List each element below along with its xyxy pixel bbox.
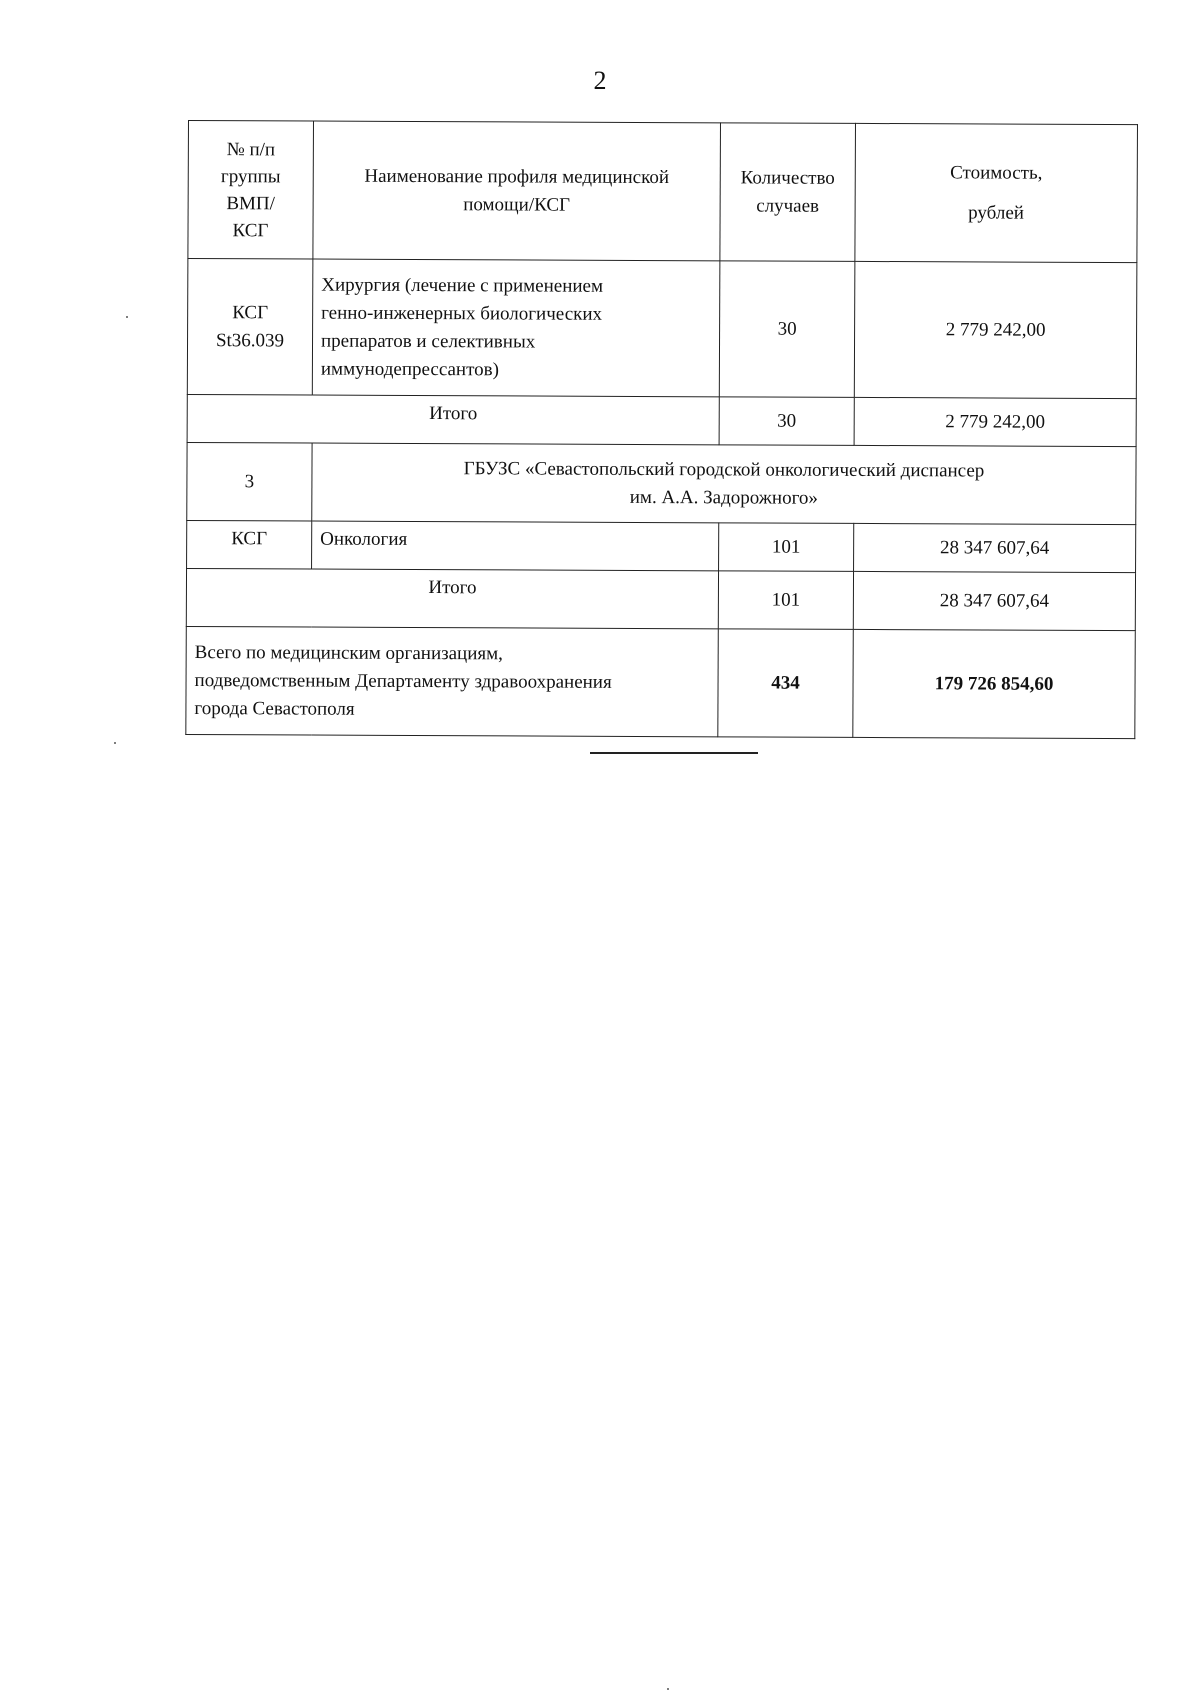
grand-total-label: Всего по медицинским организациям, подведомственным Департаменту здравоохранения города Севастополя: [186, 626, 718, 736]
row2-cases: 101: [719, 523, 854, 572]
header-profile: Наименование профиля медицинской помощи/КСГ: [313, 121, 721, 261]
subtotal2-cost: 28 347 607,64: [853, 571, 1135, 630]
subtotal1-cost: 2 779 242,00: [854, 397, 1136, 446]
grand-total-cases: 434: [718, 629, 853, 738]
subtotal1-cases: 30: [719, 397, 854, 446]
row2-profile: Онкология: [312, 521, 719, 571]
subtotal2-label: Итого: [186, 568, 718, 628]
row1-cost: 2 779 242,00: [854, 261, 1137, 398]
scan-speck: [114, 742, 116, 744]
subtotal2-cases: 101: [718, 571, 853, 630]
end-rule: [590, 752, 758, 754]
row1-number: КСГ St36.039: [187, 259, 313, 396]
subtotal-row: [187, 394, 1136, 446]
row1-profile: Хирургия (лечение с применением генно-инженерных биологических препаратов и селективных иммунодепрессантов): [312, 259, 720, 397]
org-number: 3: [187, 442, 312, 521]
row1-cases: 30: [719, 261, 855, 398]
header-cases: Количество случаев: [720, 123, 856, 262]
cost-table: [185, 120, 1138, 739]
table-row: [187, 259, 1137, 399]
subtotal1-label: Итого: [187, 394, 719, 444]
scan-speck: [126, 316, 128, 318]
subtotal-row: [186, 568, 1135, 630]
table-row: [187, 520, 1136, 572]
row2-cost: 28 347 607,64: [854, 523, 1136, 572]
org-name: ГБУЗС «Севастопольский городской онкологический диспансер им. А.А. Задорожного»: [312, 443, 1136, 525]
grand-total-row: [186, 626, 1135, 738]
org-row: [187, 442, 1136, 524]
header-number: № п/п группы ВМП/ КСГ: [188, 121, 314, 260]
table-header-row: [188, 121, 1138, 263]
scan-speck: [667, 1688, 669, 1690]
page-number: 2: [593, 66, 607, 95]
grand-total-cost: 179 726 854,60: [853, 629, 1135, 738]
header-cost: Стоимость, рублей: [855, 123, 1138, 262]
row2-number: КСГ: [187, 520, 312, 569]
